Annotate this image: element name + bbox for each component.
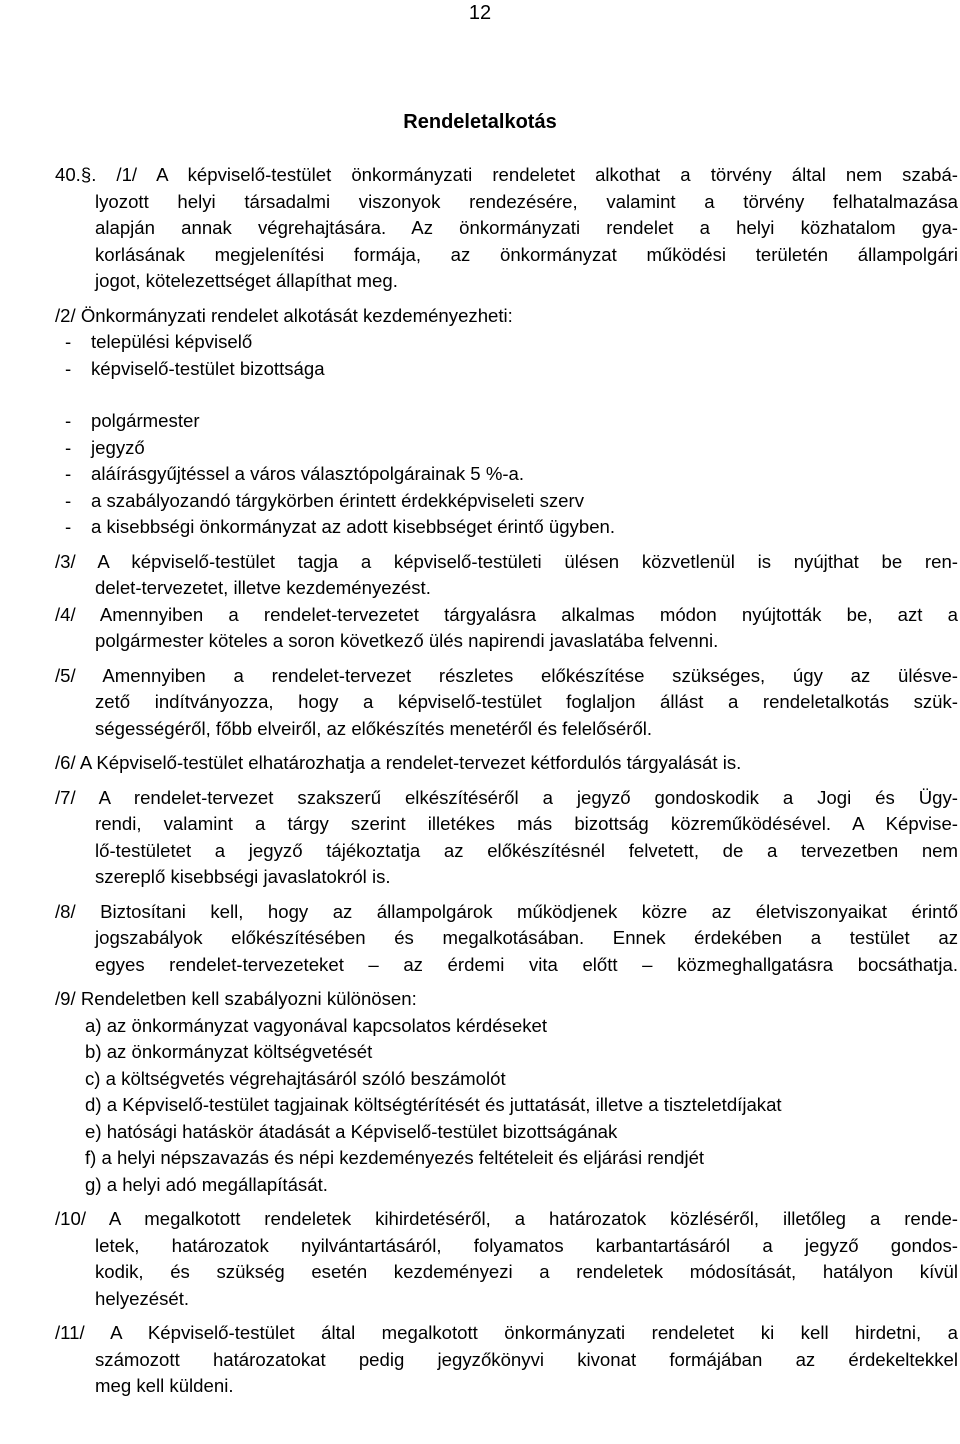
text-line: /5/ Amennyiben a rendelet-tervezet részletes előkészítése szükséges, úgy az ülésve- bbox=[55, 664, 958, 686]
paragraph-intro: /2/ Önkormányzati rendelet alkotását kezdeményezheti: bbox=[55, 304, 513, 326]
paragraph-3 bbox=[55, 549, 958, 602]
dash-bullet: - bbox=[65, 410, 72, 431]
text-line: alapján annak végrehajtására. Az önkormányzati rendelet a helyi közhatalom gya- bbox=[95, 217, 958, 238]
page-number: 12 bbox=[468, 2, 492, 24]
text-line: polgármester köteles a soron következő ülés napirendi javaslatába felvenni. bbox=[95, 630, 719, 651]
paragraph-7 bbox=[55, 785, 958, 891]
text-line: /4/ Amennyiben a rendelet-tervezetet tárgyalásra alkalmas módon nyújtották be, azt a bbox=[55, 603, 958, 625]
text-line: kodik, és szükség esetén kezdeményezi a rendeletek módosítását, hatályon kívül bbox=[95, 1261, 958, 1282]
paragraph-11 bbox=[55, 1320, 958, 1400]
text-line: ségességéről, főbb elveiről, az előkészítés menetéről és felelőséről. bbox=[95, 717, 653, 739]
list-item bbox=[55, 408, 958, 435]
list-item: b) az önkormányzat költségvetését bbox=[85, 1041, 373, 1062]
text-line: rendi, valamint a tárgy szerint illetékes más bizottság közreműködésével. A Képvise- bbox=[95, 813, 958, 834]
text-line: egyes rendelet-tervezeteket – az érdemi vita előtt – közmeghallgatásra bocsáthatja. bbox=[95, 953, 958, 975]
blank-line bbox=[55, 382, 958, 408]
list-item-text: a kisebbségi önkormányzat az adott kisebbséget érintő ügyben. bbox=[91, 516, 616, 537]
text-line: letek, határozatok nyilvántartásáról, folyamatos karbantartásáról a jegyző gondos- bbox=[95, 1234, 958, 1256]
list-item: e) hatósági hatáskör átadását a Képviselő-testület bizottságának bbox=[85, 1120, 618, 1142]
dash-bullet: - bbox=[65, 463, 72, 484]
list-item-text: képviselő-testület bizottsága bbox=[91, 357, 325, 379]
list-item: c) a költségvetés végrehajtásáról szóló beszámolót bbox=[85, 1067, 506, 1089]
text-line: szereplő kisebbségi javaslatokról is. bbox=[95, 866, 391, 887]
paragraph-4 bbox=[55, 602, 958, 655]
text-line: lyozott helyi társadalmi viszonyok rendezésére, valamint a törvény felhatalmazása bbox=[95, 190, 958, 212]
text-line: /6/ A Képviselő-testület elhatározhatja a rendelet-tervezet kétfordulós tárgyalását is. bbox=[55, 752, 742, 773]
paragraph-6 bbox=[55, 750, 958, 777]
dash-bullet: - bbox=[65, 516, 72, 537]
list-item: a) az önkormányzat vagyonával kapcsolatos kérdéseket bbox=[85, 1014, 547, 1036]
section-title: Rendeletalkotás bbox=[403, 111, 557, 133]
initiator-list bbox=[55, 408, 958, 541]
text-line: delet-tervezetet, illetve kezdeményezést. bbox=[95, 577, 431, 598]
paragraph-10 bbox=[55, 1206, 958, 1312]
text-line: jogot, kötelezettséget állapíthat meg. bbox=[95, 270, 398, 291]
paragraph-2 bbox=[55, 303, 958, 541]
paragraph-5 bbox=[55, 663, 958, 743]
text-line: 40.§. /1/ A képviselő-testület önkormányzati rendeletet alkothat a törvény által nem szabá- bbox=[55, 164, 958, 185]
text-line: jogszabályok előkészítésében és megalkotásában. Ennek érdekében a testület az bbox=[95, 927, 958, 948]
regulation-topics-list bbox=[55, 1013, 958, 1199]
list-item bbox=[55, 461, 958, 488]
list-item-text: polgármester bbox=[91, 410, 200, 431]
list-item-text: jegyző bbox=[91, 436, 145, 458]
text-line: /7/ A rendelet-tervezet szakszerű elkészítéséről a jegyző gondoskodik a Jogi és Ügy- bbox=[55, 786, 958, 808]
text-line: helyezését. bbox=[95, 1287, 190, 1309]
text-line: /10/ A megalkotott rendeletek kihirdetéséről, a határozatok közléséről, illetőleg a rende- bbox=[55, 1208, 958, 1229]
dash-bullet: - bbox=[65, 436, 72, 458]
list-item-text: aláírásgyűjtéssel a város választópolgárainak 5 %-a. bbox=[91, 463, 525, 484]
dash-bullet: - bbox=[65, 357, 72, 379]
list-item bbox=[55, 435, 958, 462]
list-item bbox=[55, 356, 958, 383]
list-item-text: a szabályozandó tárgykörben érintett érdekképviseleti szerv bbox=[91, 489, 584, 511]
paragraph-9 bbox=[55, 986, 958, 1198]
text-line: lő-testületet a jegyző tájékoztatja az előkészítésnél felvetett, de a tervezetben nem bbox=[95, 839, 958, 861]
document-body bbox=[55, 162, 958, 1408]
paragraph-8 bbox=[55, 899, 958, 979]
text-line: korlásának megjelenítési formája, az önkormányzat működési területén állampolgári bbox=[95, 243, 958, 265]
dash-bullet: - bbox=[65, 489, 72, 511]
list-item bbox=[55, 329, 958, 356]
text-line: meg kell küldeni. bbox=[95, 1375, 234, 1396]
dash-bullet: - bbox=[65, 331, 72, 352]
list-item: f) a helyi népszavazás és népi kezdeményezés feltételeit és eljárási rendjét bbox=[85, 1147, 705, 1168]
text-line: /11/ A Képviselő-testület által megalkotott önkormányzati rendeletet ki kell hirdetni, a bbox=[55, 1322, 958, 1343]
text-line: zető indítványozza, hogy a képviselő-testület foglaljon állást a rendeletalkotás szük- bbox=[95, 691, 958, 712]
text-line: számozott határozatokat pedig jegyzőkönyvi kivonat formájában az érdekeltekkel bbox=[95, 1348, 958, 1370]
list-item: g) a helyi adó megállapítását. bbox=[85, 1173, 328, 1195]
paragraph-40-1 bbox=[55, 162, 958, 295]
list-item-text: települési képviselő bbox=[91, 331, 253, 352]
initiator-list bbox=[55, 329, 958, 382]
list-item: d) a Képviselő-testület tagjainak költségtérítését és juttatását, illetve a tiszteletdíjakat bbox=[85, 1094, 782, 1115]
text-line: /8/ Biztosítani kell, hogy az állampolgárok működjenek közre az életviszonyaikat érintő bbox=[55, 900, 958, 922]
text-line: /3/ A képviselő-testület tagja a képviselő-testületi ülésen közvetlenül is nyújthat be ren- bbox=[55, 550, 958, 572]
list-item bbox=[55, 514, 958, 541]
list-item bbox=[55, 488, 958, 515]
paragraph-intro: /9/ Rendeletben kell szabályozni különösen: bbox=[55, 988, 417, 1009]
